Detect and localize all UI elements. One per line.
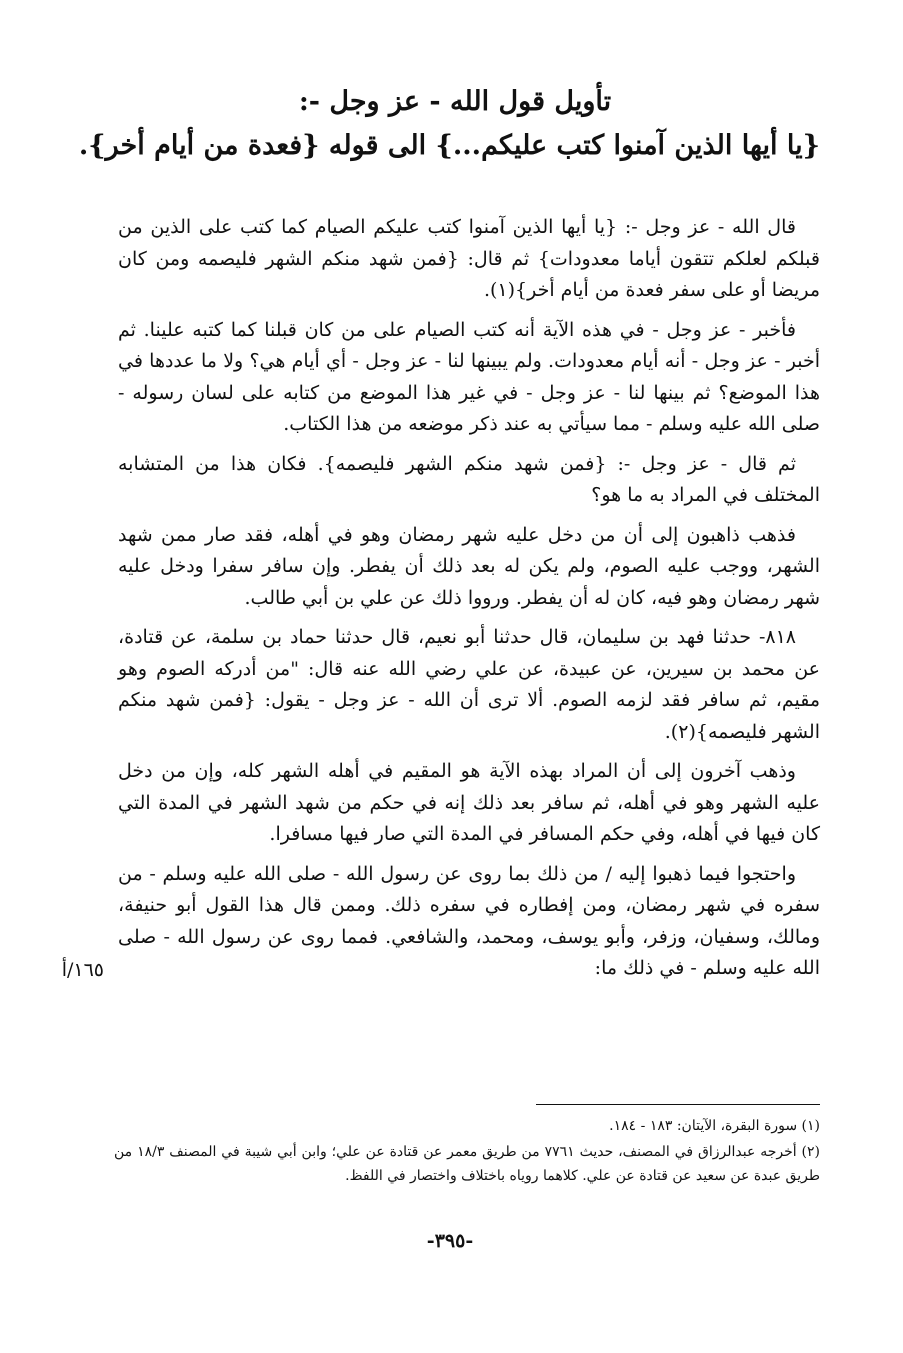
main-text <box>118 212 820 993</box>
heading-line-2: {يا أيها الذين آمنوا كتب عليكم...} الى قوله {فعدة من أيام أخر}. <box>78 130 820 161</box>
footnote-divider <box>536 1104 820 1105</box>
heading-line-1: تأويل قول الله - عز وجل -: <box>298 86 612 117</box>
paragraph-7: واحتجوا فيما ذهبوا إليه / من ذلك بما روى عن رسول الله - صلى الله عليه وسلم - من سفره في شهر رمضان، ومن إفطاره في سفره ذلك. وممن قال هذا القول أبو حنيفة، ومالك، وسفيان، وزفر، وأبو يوسف، ومحمد، والشافعي. فمما روى عن رسول الله - صلى الله عليه وسلم - في ذلك ما: <box>118 862 820 979</box>
footnote-1: (١) سورة البقرة، الآيتان: ١٨٣ - ١٨٤. <box>609 1118 820 1134</box>
paragraph-1: قال الله - عز وجل -: {يا أيها الذين آمنوا كتب عليكم الصيام كما كتب على الذين من قبلكم لعلكم تتقون أياما معدودات} ثم قال: {فمن شهد منكم الشهر فليصمه ومن كان مريضا أو على سفر فعدة من أيام أخر}(١). <box>118 216 820 301</box>
paragraph-4: فذهب ذاهبون إلى أن من دخل عليه شهر رمضان وهو في أهله، فقد صار ممن شهد الشهر، ووجب عليه الصوم، ولم يكن له بعد ذلك أن يفطر. وإن سافر سفرا ودخل عليه شهر رمضان وهو فيه، كان له أن يفطر. ورووا ذلك عن علي بن أبي طالب. <box>118 523 820 609</box>
paragraph-6: وذهب آخرون إلى أن المراد بهذه الآية هو المقيم في أهله الشهر كله، وإن من دخل عليه الشهر وهو في أهله، ثم سافر بعد ذلك إنه في حكم من شهد الشهر في المدة التي كان فيها في أهله، وفي حكم المسافر في المدة التي صار فيها مسافرا. <box>118 760 820 845</box>
paragraph-3: ثم قال - عز وجل -: {فمن شهد منكم الشهر فليصمه}. فكان هذا من المتشابه المختلف في المراد به ما هو؟ <box>118 452 820 506</box>
page-number: -٣٩٥- <box>426 1230 474 1252</box>
paragraph-5-hadith-818: ٨١٨- حدثنا فهد بن سليمان، قال حدثنا أبو نعيم، قال حدثنا حماد بن سلمة، عن قتادة، عن محمد بن سيرين، عن عبيدة، عن علي رضي الله عنه قال: "من أدركه الصوم وهو مقيم، ثم سافر فقد لزمه الصوم. ألا ترى أن الله - عز وجل - يقول: {فمن شهد منكم الشهر فليصمه}(٢). <box>118 626 820 743</box>
footnote-2: (٢) أخرجه عبدالرزاق في المصنف، حديث ٧٧٦١ من طريق معمر عن قتادة عن علي؛ وابن أبي شيبة في المصنف ١٨/٣ من طريق عبدة عن سعيد عن قتادة عن علي. كلاهما روياه باختلاف واختصار في اللفظ. <box>114 1144 821 1184</box>
chapter-heading <box>78 80 820 168</box>
paragraph-2: فأخبر - عز وجل - في هذه الآية أنه كتب الصيام على من كان قبلنا كما كتبه علينا. ثم أخبر - عز وجل - أنه أيام معدودات. ولم يبينها لنا - عز وجل - أي أيام هي؟ ولا ما عددها في هذا الموضع؟ ثم بينها لنا - عز وجل - في غير هذا الموضع من كتابه على لسان رسوله - صلى الله عليه وسلم - مما سيأتي به عند ذكر موضعه من هذا الكتاب. <box>118 318 820 435</box>
manuscript-folio-marker: ١٦٥/أ <box>61 959 104 981</box>
footnotes <box>114 1114 820 1190</box>
